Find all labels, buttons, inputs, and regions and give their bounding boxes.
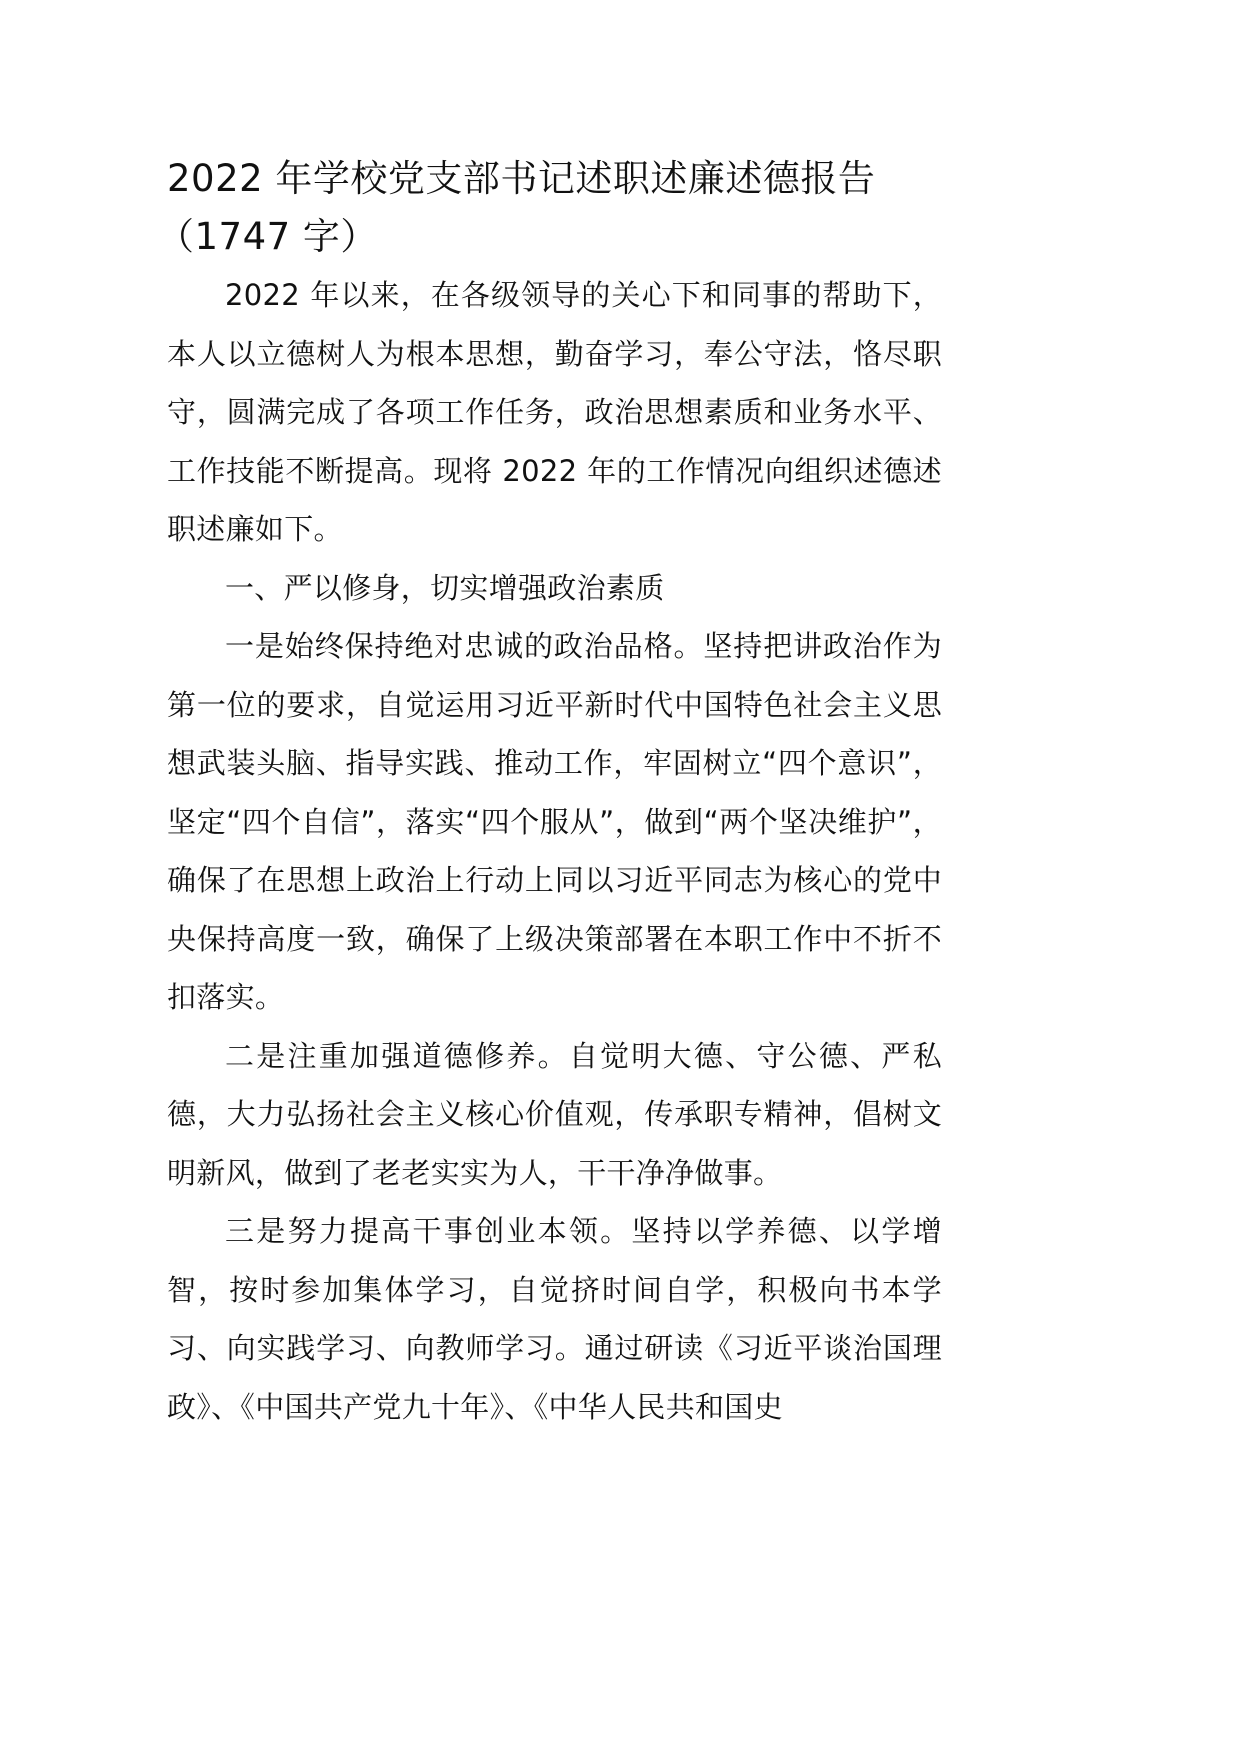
- paragraph-point-3: 三是努力提高干事创业本领。坚持以学养德、以学增智，按时参加集体学习，自觉挤时间自学，积极向书本学习、向实践学习、向教师学习。通过研读《习近平谈治国理政》、《中国共产党九十年》、《中华人民共和国史: [167, 1214, 942, 1424]
- document-page: [157, 150, 942, 1436]
- paragraph-point-1: 一是始终保持绝对忠诚的政治品格。坚持把讲政治作为第一位的要求，自觉运用习近平新时代中国特色社会主义思想武装头脑、指导实践、推动工作，牢固树立“四个意识”，坚定“四个自信”，落实“四个服从”，做到“两个坚决维护”，确保了在思想上政治上行动上同以习近平同志为核心的党中央保持高度一致，确保了上级决策部署在本职工作中不折不扣落实。: [167, 629, 942, 1014]
- paragraph-intro: 2022 年以来，在各级领导的关心下和同事的帮助下，本人以立德树人为根本思想，勤奋学习，奉公守法，恪尽职守，圆满完成了各项工作任务，政治思想素质和业务水平、工作技能不断提高。现将 2022 年的工作情况向组织述德述职述廉如下。: [167, 278, 942, 546]
- paragraph-point-2: 二是注重加强道德修养。自觉明大德、守公德、严私德，大力弘扬社会主义核心价值观，传承职专精神，倡树文明新风，做到了老老实实为人，干干净净做事。: [167, 1038, 942, 1190]
- title-line-2: （1747 字）: [157, 215, 378, 258]
- title-line-1: 2022 年学校党支部书记述职述廉述德报告: [167, 157, 876, 200]
- section-heading-1: 一、严以修身，切实增强政治素质: [225, 570, 665, 605]
- document-title: [157, 150, 942, 266]
